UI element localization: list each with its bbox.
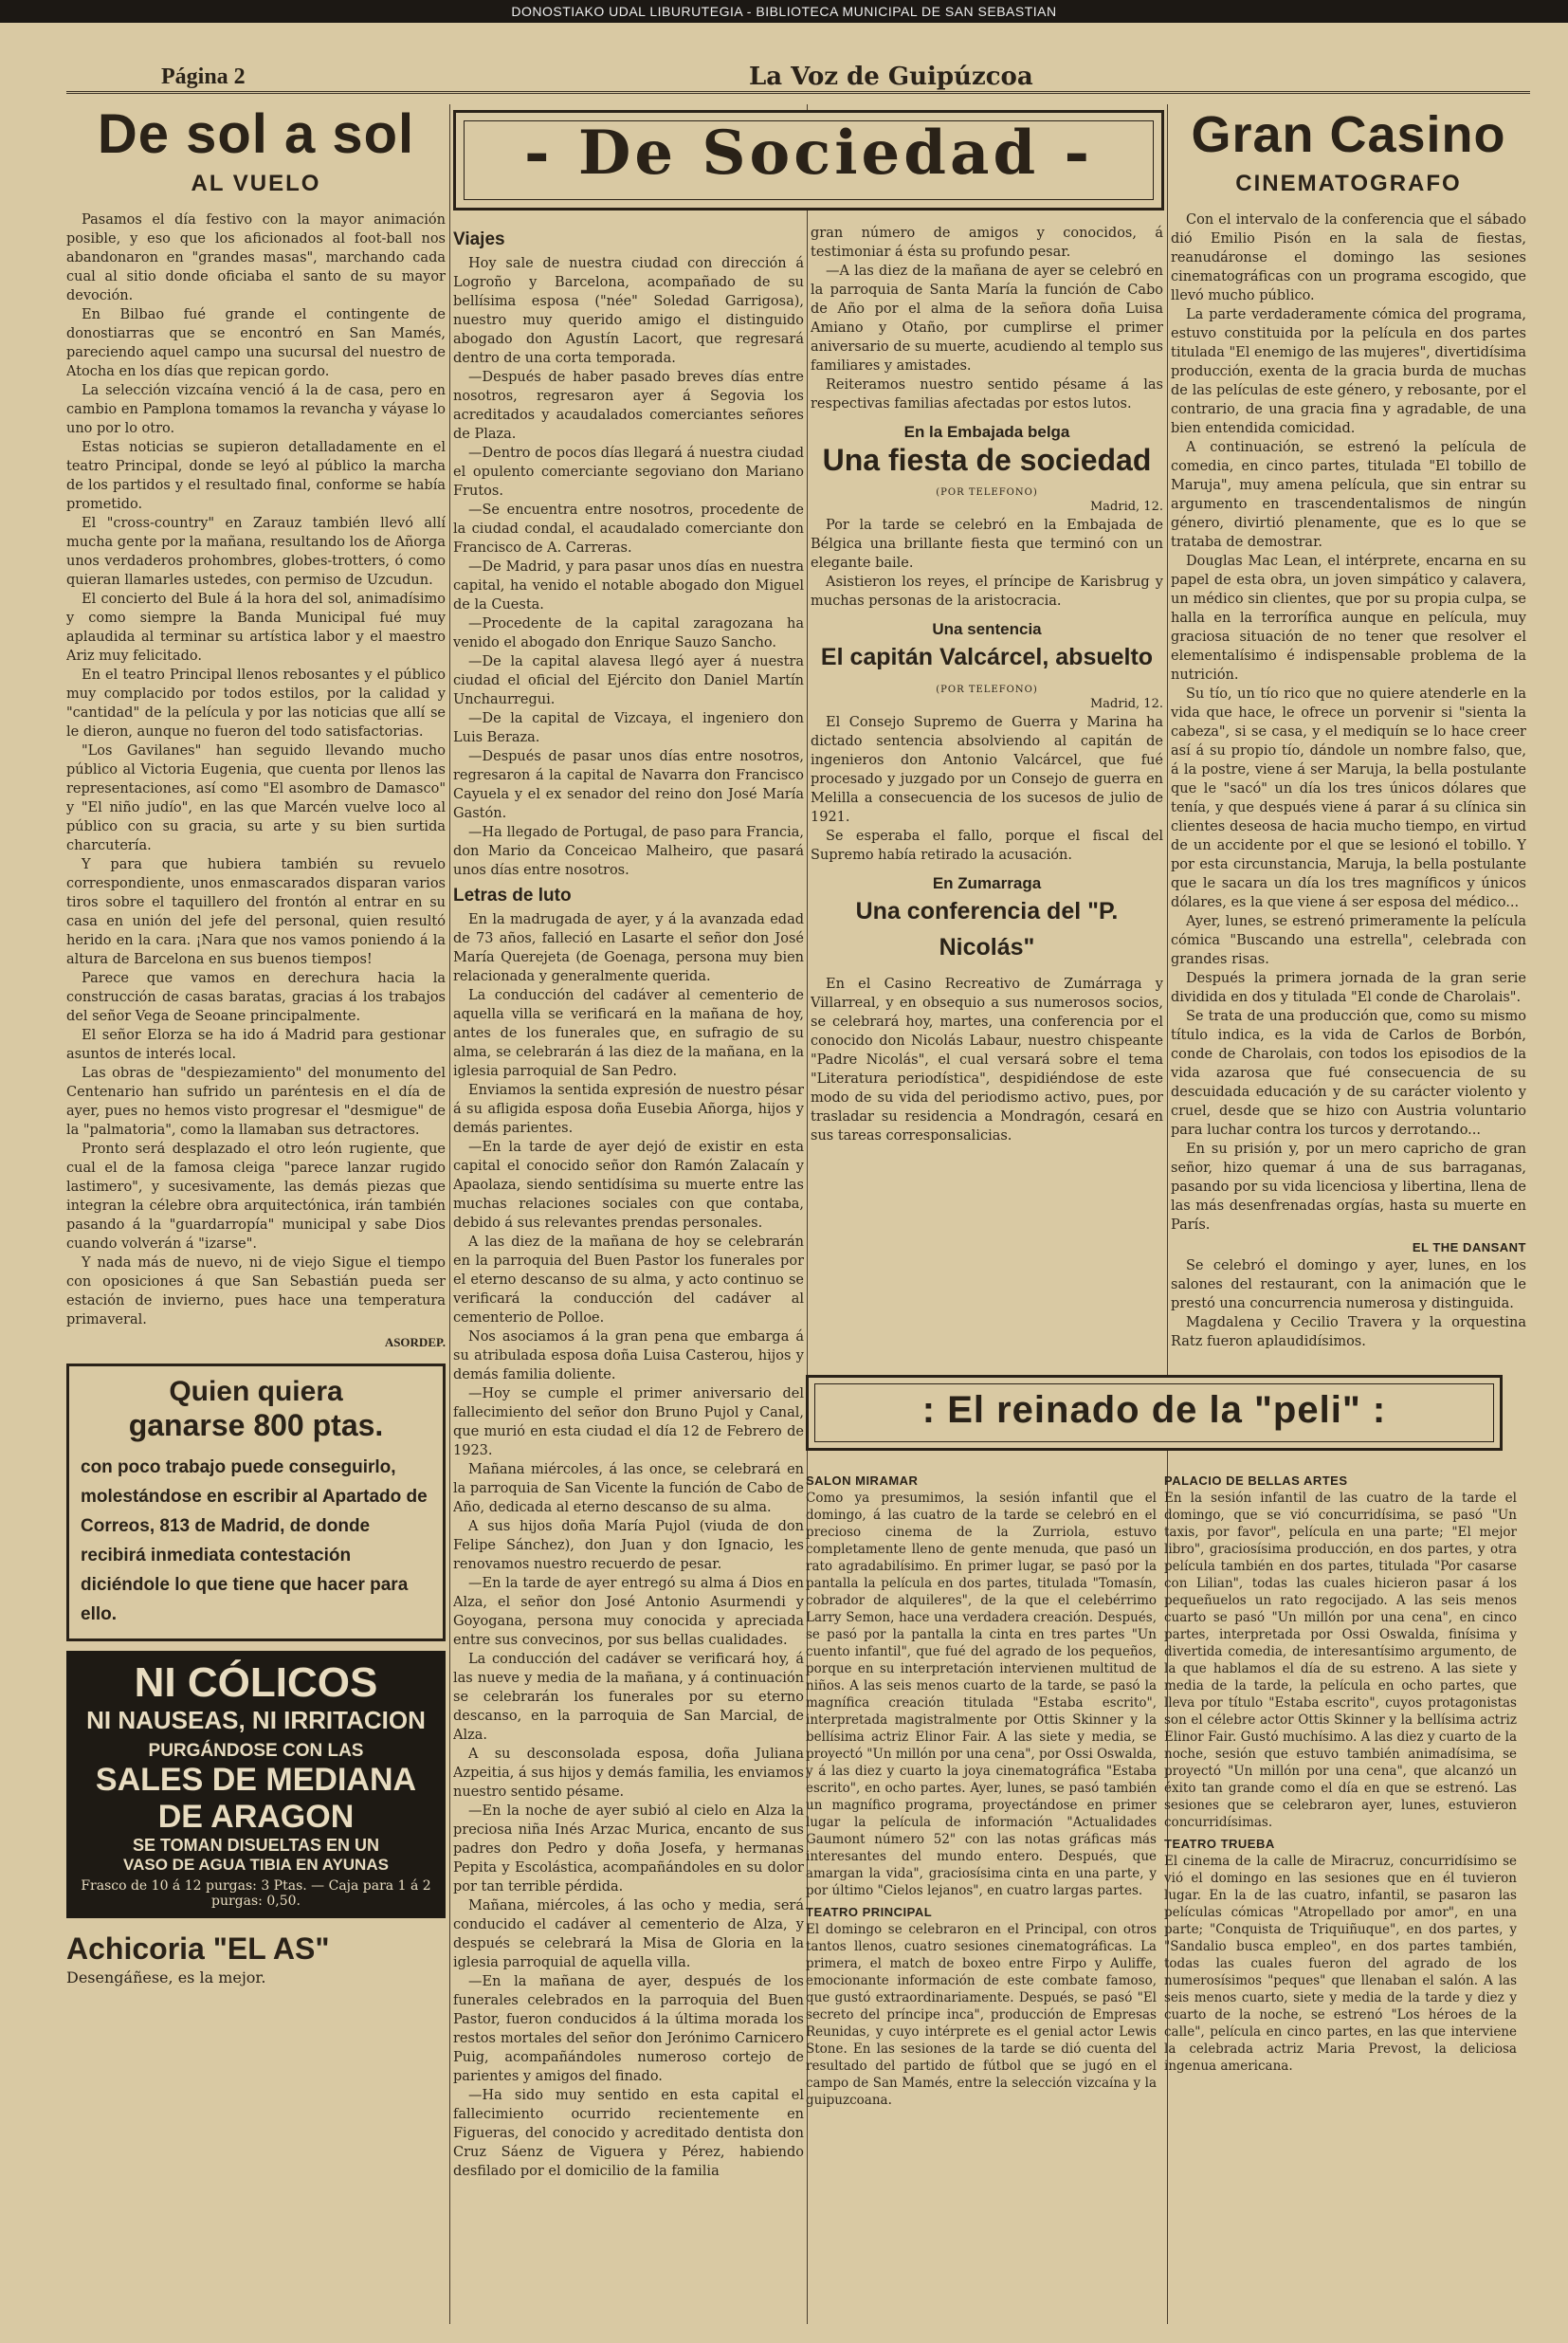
- article-body: Pasamos el día festivo con la mayor animación posible, y eso que los aficionados al foot-ball nos abandonaron en "grandes masas", marchando cada cual al sitio donde oficiaba el santo de su mayor devoción. En Bilbao fué grande el contingente de donostiarras que se encontró en San Mamés, pareciendo aquel campo una sucursal del nuestro de Atocha en los días que repican gordo. La selección vizcaína venció á la de casa, pero en cambio en Pamplona tomamos la revancha y váyase lo uno por lo otro. Estas noticias se supieron detalladamente en el teatro Principal, donde se leyó al público la marcha de los partidos y el resultado final, conforme se había prometido. El "cross-country" en Zarauz también llevó allí mucha gente por la mañana, resultando los de Añorga unos verdaderos prohombres, globes-trotters, ó como quieran llamarles ustedes, con permiso de Uzcudun. El concierto del Bule á la hora del sol, animadísimo y como siempre la Banda Municipal fué muy aplaudida al terminar su artística labor y el maestro Ariz muy felicitado. En el teatro Principal llenos rebosantes y el público muy complacido por todos estilos, por la calidad y "cantidad" de la película y por las noticias que allí se le dieron, aunque no fueron del todo satisfactorias. "Los Gavilanes" han seguido llevando mucho público al Victoria Eugenia, que cuenta por llenos las representaciones, así como "El asombro de Damasco" y "El niño judío", en las que Marcén vuelve loco al público con su gracia, su arte y su bien surtida charcutería. Y para que hubiera también su revuelo correspondiente, unos enmascarados disparan varios tiros sobre el taquillero del frontón al entrar en su casa en unión del jefe del personal, quien resultó herido en la cara. ¡Nara que nos vamos poniendo á la altura de Barcelona en sus buenos tiempos! Parece que vamos en derechura hacia la construcción de casas baratas, gracias á los trabajos del señor Vega de Seoane principalmente. El señor Elorza se ha ido á Madrid para gestionar asuntos de interés local. Las obras de "despiezamiento" del monumento del Centenario han sufrido un paréntesis en el día de ayer, pues no hemos visto progresar el "desmigue" de la "palmatoria", como la llamaban sus detractores. Pronto será desplazado el otro león rugiente, que cual el de la famosa cleiga "parece lanzar rugido lastimero", y sucesivamente, las demás piezas que integran la célebre obra arquitectónica, irán también pasando á la "guardarropía" municipal y sabe Dios cuando volverán á "izarse". Y nada más de nuevo, ni de viejo Sigue el tiempo con oposiciones á que San Sebastián pueda ser estación de invierno, pues hace una temperatura primaveral.: [66, 212, 446, 1327]
- column-sociedad: [453, 224, 804, 2324]
- section-head-luto: Letras de luto: [453, 886, 572, 906]
- article-subtitle: AL VUELO: [191, 171, 321, 196]
- zumarraga-body: En el Casino Recreativo de Zumárraga y Villarreal, y en obsequio a sus numerosos socios, se celebrará hoy, martes, una conferencia por el conocido don Nicolás Labaur, nuestro chispeante "Padre Nicolás", el cual versará sobre el tema "Literatura periodística", despidiéndose de este modo de su vida del periodismo activo, pues, por trasladar su residencia a Mondragón, cesará en sus tareas corresponsalicias.: [811, 977, 1163, 1144]
- embajada-head: En la Embajada belga Una fiesta de sociedad: [822, 423, 1152, 477]
- reinado-peli-banner: : El reinado de la "peli" :: [806, 1375, 1503, 1451]
- column-de-sol-a-sol: [66, 104, 446, 2324]
- peli-body: Como ya presumimos, la sesión infantil que el domingo, á las cuatro de la tarde se celebró en el precioso cinema de la Zurriola, estuvo completamente lleno de gente menuda, que pasó un rato agradabilísimo. En primer lugar, se pasó por la pantalla la película en dos partes, titulada "Tomasín, cobrador de alquileres", de la que el celebérrimo Larry Semon, hace una verdadera creación. Después, se pasó por la pantalla la cinta en tres partes "Un cuento infantil", que fué del agrado de los pequeños, porque en su interpretación intervienen multitud de niños. A las seis menos cuarto de la tarde, se pasó la magnífica creación titulada "Estaba escrito", interpretada magistralmente por Ottis Skinner y la bellísima actriz Elinor Fair. A las siete y media, se proyectó "Un millón por una cena", por Ossi Oswalda, y á las diez y cuarto la joya cinematográfica "Estaba escrito", en ocho partes. Ayer, lunes, se pasó también un magnífico programa, proyectándose en primer lugar la película de información "Actualidades Gaumont número 52" con las notas gráficas más interesantes del mundo entero. Después, que amargan la vida", graciosísima cinta en una parte, y por último "Cielos lejanos", en cuatro largas partes.: [806, 1491, 1157, 1898]
- ad-sales-mediana: NI CÓLICOS NI NAUSEAS, NI IRRITACION PURGÁNDOSE CON LAS SALES DE MEDIANA DE ARAGON SE TOMAN DISUELTAS EN UN VASO DE AGUA TIBIA EN AYUNAS Frasco de 10 á 12 purgas: 3 Ptas. — Caja para 1 á 2 purgas: 0,50.: [66, 1651, 446, 1918]
- peli-body: En la sesión infantil de las cuatro de la tarde el domingo, que se vió concurridísima, se pasó "Un taxis, por favor", película en una parte; "El mejor libro", graciosísima producción, en dos partes, y otra película también en dos partes, titulada "Por casarse con Lilian", todas las cuales hicieron pasar á los pequeñuelos un rato regocijado. A las seis menos cuarto se pasó "Un millón por una cena", en cinco partes, interpretada por Ossi Oswalda, finísima y divertida comedia, de interesantísimo argumento, de la que hablamos el día de su estreno. A las siete y media de la tarde, la película en ocho partes, que lleva por título "Estaba escrito", cuyos protagonistas son el célebre actor Ottis Skinner y la bellísima actriz Elinor Fair. Gustó muchísimo. A las diez y cuarto de la noche, sesión que estuvo también animadísima, se proyectó "Un millón por una cena", que alcanzó un éxito tan grande como el día en que se estrenó. Las sesiones que se celebraron ayer, lunes, estuvieron concurridísimas.: [1164, 1491, 1517, 1830]
- archive-header: DONOSTIAKO UDAL LIBURUTEGIA - BIBLIOTECA MUNICIPAL DE SAN SEBASTIAN: [0, 0, 1568, 23]
- column-gran-casino: [1171, 104, 1526, 1366]
- article-subtitle: CINEMATOGRAFO: [1235, 171, 1462, 196]
- ad-achicoria-title: Achicoria "EL AS": [66, 1931, 330, 1966]
- zumarraga-head: En Zumarraga Una conferencia del "P. Nicolás": [855, 874, 1119, 961]
- column-news: [811, 224, 1163, 1366]
- de-sociedad-banner: - De Sociedad -: [453, 110, 1164, 211]
- column-rule: [449, 104, 450, 2324]
- ad-quien-quiera: Quien quiera ganarse 800 ptas. con poco trabajo puede conseguirlo, molestándose en escribir al Apartado de Correos, 813 de Madrid, de donde recibirá inmediata contestación diciéndole lo que tiene que hacer para ello.: [66, 1364, 446, 1641]
- peli-body: El domingo se celebraron en el Principal, con otros tantos llenos, cuatro sesiones cinematográficas. La primera, el match de boxeo entre Firpo y Auliffe, emocionante información de este combate famoso, que gustó extraordinariamente. Después, se pasó "El secreto del príncipe inca", producción de Empresas Reunidas, y cuyo intérprete es el genial actor Lewis Stone. En las sesiones de la tarde se dió cuenta del resultado del partido de fútbol que se jugó en el campo de San Mamés, entre la selección vizcaína y la guipuzcoana.: [806, 1922, 1157, 2108]
- section-head: TEATRO PRINCIPAL: [806, 1905, 933, 1919]
- section-head-viajes: Viajes: [453, 229, 505, 249]
- section-head-dansant: EL THE DANSANT: [1412, 1240, 1526, 1254]
- section-head: TEATRO TRUEBA: [1164, 1837, 1275, 1851]
- ad-achicoria-slogan: Desengáñese, es la mejor.: [66, 1968, 266, 1986]
- fiesta-body: Por la tarde se celebró en la Embajada de Bélgica una brillante fiesta que terminó con un elegante baile. Asistieron los reyes, el príncipe de Karisbrug y muchas personas de la aristocracia.: [811, 518, 1163, 609]
- newspaper-name: La Voz de Guipúzcoa: [749, 63, 1033, 91]
- dateline: Madrid, 12.: [1089, 697, 1163, 711]
- luto-continued: gran número de amigos y conocidos, á testimoniar á ésta su profundo pesar. —A las diez de la mañana de ayer se celebró en la parroquia de Santa María la función de Cabo de Año por el alma de la señora doña Luisa Amiano y Otaño, por cumplirse el primer aniversario de su muerte, acudiendo al templo sus familiares y amistades. Reiteramos nuestro sentido pésame á las respectivas familias afectadas por estos lutos.: [811, 226, 1163, 412]
- sentencia-head: Una sentencia El capitán Valcárcel, absuelto: [820, 620, 1154, 670]
- peli-column-right: [1164, 1470, 1517, 2324]
- dansant-body: Se celebró el domingo y ayer, lunes, en los salones del restaurant, con la animación que le prestó una concurrencia numerosa y distinguida. Magdalena y Cecilio Travera y la orquestina Ratz fueron aplaudidísimos.: [1171, 1258, 1526, 1349]
- peli-column-left: [806, 1470, 1157, 2324]
- masthead: [66, 63, 1530, 94]
- article-title: De sol a sol: [97, 104, 415, 165]
- section-head: PALACIO DE BELLAS ARTES: [1164, 1474, 1348, 1488]
- article-title: Gran Casino: [1191, 106, 1506, 163]
- viajes-body: Hoy sale de nuestra ciudad con dirección á Logroño y Barcelona, acompañado de su bellísima esposa ("née" Soledad Garrigosa), nuestro muy querido amigo el distinguido abogado don Agustín Lacort, que regresará dentro de una corta temporada. —Después de haber pasado breves días entre nosotros, regresaron ayer á Segovia los acreditados y acaudalados comerciantes señores de Plaza. —Dentro de pocos días llegará á nuestra ciudad el opulento comerciante segoviano don Mariano Frutos. —Se encuentra entre nosotros, procedente de la ciudad condal, el acaudalado comerciante don Francisco de A. Carreras. —De Madrid, y para pasar unos días en nuestra capital, ha venido el notable abogado don Miguel de la Cuesta. —Procedente de la capital zaragozana ha venido el abogado don Enrique Sauzo Sancho. —De la capital alavesa llegó ayer á nuestra ciudad el oficial del Ejército don Daniel Martín Unchaurregui. —De la capital de Vizcaya, el ingeniero don Luis Beraza. —Después de pasar unos días entre nosotros, regresaron á la capital de Navarra don Francisco Cayuela y el ex senador del reino don José María Gastón. —Ha llegado de Portugal, de paso para Francia, don Mario da Conceicao Malheiro, que pasará unos días entre nosotros.: [453, 256, 804, 878]
- peli-body: El cinema de la calle de Miracruz, concurridísimo se vió el domingo en las sesiones que en él tuvieron lugar. En la de las cuatro, infantil, se pasaron las películas cómicas "Atropellado por amor", en una parte; "Conquista de Triquiñuque", en dos partes, y "Sandalio busca empleo", en dos partes también, todas las cuales fueron del agrado de los numerosísimos "peques" que llenaban el salón. A las seis menos cuarto, siete y media de la tarde y diez y cuarto de la noche, se estrenó "Los héroes de la calle", película en cinco partes, en las que interviene la celebrada actriz Maria Prevost, la deliciosa ingenua americana.: [1164, 1854, 1517, 2074]
- telephone-note: (POR TELEFONO): [936, 487, 1038, 498]
- page-label: Página 2: [161, 64, 246, 89]
- section-head: SALON MIRAMAR: [806, 1474, 919, 1488]
- sentencia-body: El Consejo Supremo de Guerra y Marina ha dictado sentencia absolviendo al capitán de ingenieros don Antonio Valcárcel, que fué procesado y juzgado por un Consejo de guerra en Melilla a consecuencia de los sucesos de julio de 1921. Se esperaba el fallo, porque el fiscal del Supremo había retirado la acusación.: [811, 715, 1163, 863]
- casino-body: Con el intervalo de la conferencia que el sábado dió Emilio Pisón en la sala de fiestas, reanudáronse el domingo las sesiones cinematográficas con un programa escogido, que llevó mucho público. La parte verdaderamente cómica del programa, estuvo constituida por la película en dos partes titulada "El enemigo de las mujeres", divertidísima producción, exenta de la gracia burda de muchas de las películas de este género, y rebosante, por el contrario, de una gracia fina y agradable, de una bien entendida comicidad. A continuación, se estrenó la película de comedia, en cinco partes, titulada "El tobillo de Maruja", muy amena película, que sin entrar su argumento en trascendentalismos de ningún género, divirtió plenamente, que es lo que se trataba de demostrar. Douglas Mac Lean, el intérprete, encarna en su papel de esta obra, un joven simpático y calavera, un médico sin clientes, que por su propia culpa, se halla en la terrorífica aunque en película, muy graciosa situación de no tener que resolver el elementalísimo é indispensable problema de la nutrición. Su tío, un tío rico que no quiere atenderle en la vida que hace, le ofrece un porvenir si "sienta la cabeza", si se casa, y el mediquín se lo hace creer así á su propio tío, dándole un nombre falso, que, á la postre, viene á ser Maruja, la bella postulante que le "sacó" un día los tres únicos dólares que tenía, y que después viene á parar á su clínica sin clientes deseosa de hacia mucho tiempo, en virtud de un accidente por el que se lesionó el tobillo. Y por esta circunstancia, Maruja, la bella postulante que le sacara un día los tres magníficos y únicos dólares, es la que viene á ser esposa del médico... Ayer, lunes, se estrenó primeramente la película cómica "Buscando una estrella", celebrada con grandes risas. Después la primera jornada de la gran serie dividida en dos y titulada "El conde de Charolais". Se trata de una producción que, como su mismo título indica, es la vida de Carlos de Borbón, conde de Charolais, con todos los episodios de la vida azarosa que fué consecuencia de su descuidada educación y de su carácter violento y cruel, desde que se hizo con Austria voluntario para luchar contra los turcos y derrotando... En su prisión y, por un mero capricho de gran señor, hizo quemar á una de sus barraganas, pasando por su vida licenciosa y libertina, llena de las más desenfrenadas orgías, hasta su muerte en París.: [1171, 212, 1526, 1233]
- article-signature: ASORDEP.: [384, 1335, 446, 1349]
- dateline: Madrid, 12.: [1089, 500, 1163, 514]
- telephone-note: (POR TELEFONO): [936, 685, 1038, 695]
- luto-body: En la madrugada de ayer, y á la avanzada edad de 73 años, falleció en Lasarte el señor don José María Querejeta (de Goenaga, persona muy bien relacionada y generalmente querida. La conducción del cadáver al cementerio de aquella villa se verificará en la mañana de hoy, antes de los funerales que, en sufragio de su alma, se celebrarán á las diez de la mañana, en la iglesia parroquial de San Pedro. Enviamos la sentida expresión de nuestro pésar á su afligida esposa doña Eusebia Añorga, hijos y demás parientes. —En la tarde de ayer dejó de existir en esta capital el conocido señor don Ramón Zalacaín y Apaolaza, siendo sentidísima su muerte entre las muchas relaciones sociales con que contaba, debido á sus relevantes prendas personales. A las diez de la mañana de hoy se celebrarán en la parroquia del Buen Pastor los funerales por el eterno descanso de su alma, y acto continuo se verificará la conducción del cadáver al cementerio de Polloe. Nos asociamos á la gran pena que embarga á su atribulada esposa doña Luisa Casterou, hijos y demás familia doliente. —Hoy se cumple el primer aniversario del fallecimiento del señor don Bruno Pujol y Canal, que murió en esta ciudad el día 12 de Febrero de 1923. Mañana miércoles, á las once, se celebrará en la parroquia de San Vicente la función de Cabo de Año, dedicada al eterno descanso de su alma. A sus hijos doña María Pujol (viuda de don Felipe Sánchez), don Juan y don Ignacio, les renovamos nuestro recuerdo de pesar. —En la tarde de ayer entregó su alma á Dios en Alza, el señor don José Antonio Asurmendi y Goyogana, persona muy conocida y apreciada entre sus convecinos, por sus bellas cualidades. La conducción del cadáver se verificará hoy, á las nueve y media de la mañana, y á continuación se celebrarán los funerales por su eterno descanso, en la parroquia de San Marcial, de Alza. A su desconsolada esposa, doña Juliana Azpeitia, á sus hijos y demás familia, les enviamos nuestro sentido pésame. —En la noche de ayer subió al cielo en Alza la preciosa niña Inés Arzac Murica, encanto de sus padres don Pedro y doña Josefa, y hermanas Pepita y Escolástica, acompañándoles en su dolor por tan terrible pérdida. Mañana, miércoles, á las ocho y media, será conducido el cadáver al cementerio de Alza, y después se celebrará la Misa de Gloria en la iglesia parroquial de aquella villa. —En la mañana de ayer, después de los funerales celebrados en la parroquia del Buen Pastor, fueron conducidos á la última morada los restos mortales del señor don Jerónimo Carnicero Puig, acompañándoles numeroso cortejo de parientes y amigos del finado. —Ha sido muy sentido en esta capital el fallecimiento ocurrido recientemente en Figueras, del conocido y acreditado dentista don Cruz Sáenz de Viguera y Pérez, habiendo desfilado por el domicilio de la familia: [453, 912, 804, 2179]
